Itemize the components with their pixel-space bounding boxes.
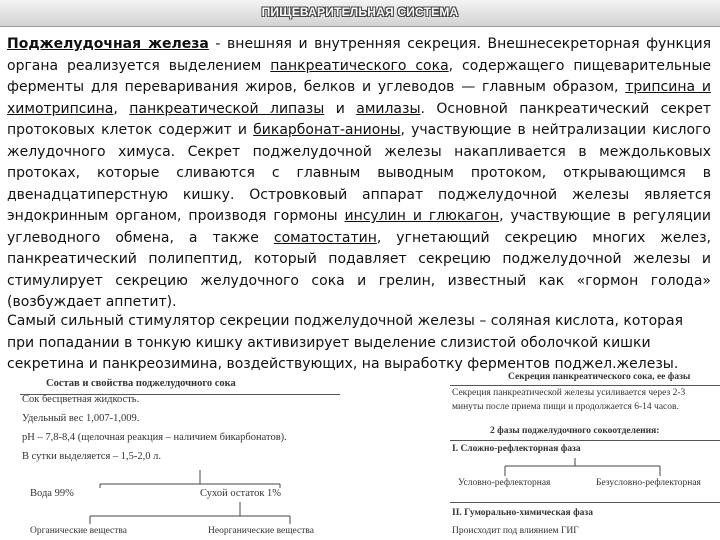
- term-pancreatic-juice: панкреатического сока: [270, 57, 449, 74]
- main-paragraph: [7, 34, 711, 314]
- text-segment: - внешняя и внутренняя секреция. Внешнесекреторная функция органа реализуется выделением: [7, 36, 711, 74]
- table-title: Состав и свойства поджелудочного сока: [46, 378, 236, 389]
- table-row: Сок бесцветная жидкость.: [22, 394, 140, 405]
- table-row: Секреция панкреатической железы усиливается через 2-3: [452, 388, 686, 398]
- water-node: Вода 99%: [30, 488, 74, 499]
- page-title: ПИЩЕВАРИТЕЛЬНАЯ СИСТЕМА: [261, 5, 459, 19]
- phase-1-title: I. Сложно-рефлекторная фаза: [452, 444, 581, 454]
- text-segment: , участвующие в нейтрализации кислого желудочного химуса. Секрет поджелудочной железы накапливается в междольковых протоках, которые сливаются с главным выводным протоком, открывающимся в двенадцатиперстную кишку. Островковый аппарат поджелудочной железы является эндокринным органом, производя гормоны: [7, 122, 711, 224]
- phases-title: 2 фазы поджелудочного сокоотделения:: [490, 426, 660, 436]
- term-lipase: панкреатической липазы: [129, 100, 325, 117]
- table-row: рН – 7,8-8,4 (щелочная реакция – наличием бикарбонатов).: [22, 432, 287, 443]
- table-title: Секреция панкреатического сока, ее фазы: [508, 372, 691, 382]
- term-amylase: амилазы: [356, 100, 421, 117]
- secretion-phases-table: [450, 372, 720, 540]
- inorganic-node: Неорганические вещества: [208, 526, 314, 536]
- phase-2-text: Происходит под влиянием ГИГ: [452, 526, 579, 536]
- conditioned-reflex-node: Условно-рефлекторная: [458, 478, 551, 488]
- unconditioned-reflex-node: Безусловно-рефлекторная: [596, 478, 701, 488]
- lead-term: Поджелудочная железа: [7, 36, 209, 52]
- organic-node: Органические вещества: [30, 526, 127, 536]
- text-segment: и: [324, 100, 357, 117]
- term-somatostatin: соматостатин: [273, 229, 377, 246]
- text-segment: ,: [113, 100, 130, 117]
- header-banner: [0, 0, 720, 27]
- table-row: Удельный вес 1,007-1,009.: [22, 413, 140, 424]
- text-segment: , угнетающий секрецию многих желез, панкреатический полипептид, который подавляет секрецию поджелудочной железы и стимулирует секрецию желудочного сока и грелин, известный как «гормон голода» (возбуждает аппетит).: [7, 229, 711, 310]
- term-trypsin: трипсина и химотрипсина: [7, 79, 711, 117]
- text-segment: , участвующие в регуляции углеводного обмена, а также: [7, 208, 712, 246]
- text-segment: . Основной панкреатический секрет протоковых клеток содержит и: [7, 100, 712, 138]
- text-segment: , содержащего пищеварительные ферменты для переваривания жиров, белков и углеводов — главным образом,: [7, 57, 711, 95]
- second-paragraph: Самый сильный стимулятор секреции поджелудочной железы – соляная кислота, которая при попадании в тонкую кишку активизирует выделение слизистой оболочкой кишки секретина и панкреозимина, воздействующих, на выработку ферментов поджел.железы.: [7, 313, 684, 372]
- table-row: минуты после приема пищи и продолжается 6-14 часов.: [452, 402, 679, 412]
- dry-residue-node: Сухой остаток 1%: [200, 488, 282, 499]
- juice-composition-table: [0, 372, 355, 540]
- term-insulin-glucagon: инсулин и глюкагон: [344, 208, 500, 224]
- composition-tree-lines: [0, 372, 355, 540]
- divider: [450, 502, 720, 503]
- table-row: В сутки выделяется – 1,5-2,0 л.: [22, 451, 162, 462]
- term-bicarbonate: бикарбонат-анионы: [253, 122, 401, 138]
- phase-2-title: II. Гуморально-химическая фаза: [452, 508, 593, 518]
